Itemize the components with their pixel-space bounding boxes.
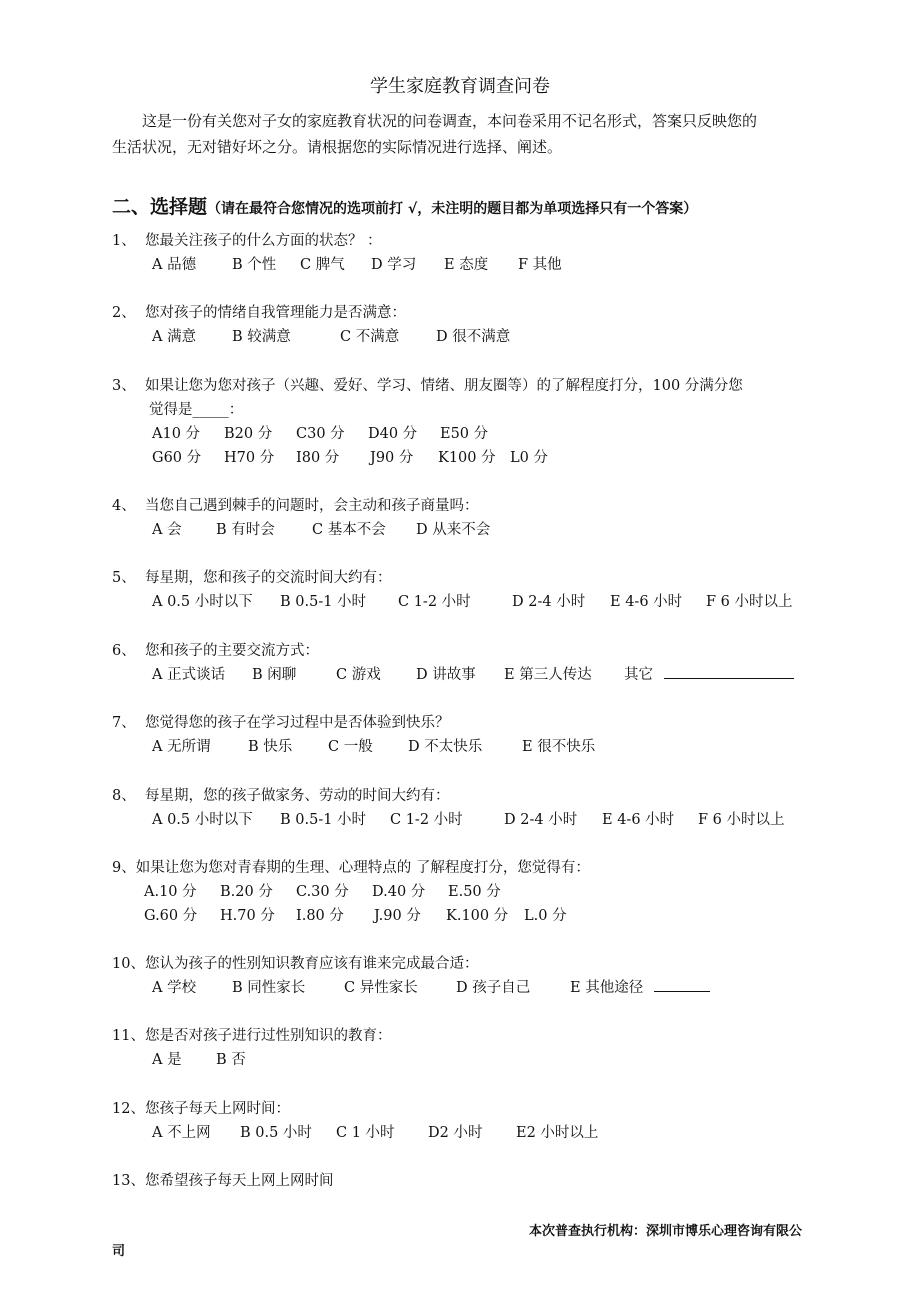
section-heading: [112, 192, 812, 219]
question-4: [112, 494, 812, 542]
option-row: [112, 1048, 812, 1072]
option[interactable]: A 不上网: [152, 1125, 211, 1141]
option[interactable]: F 其他: [518, 257, 562, 273]
option[interactable]: A 0.5 小时以下: [152, 812, 253, 828]
question-text: 每星期，您和孩子的交流时间大约有：: [145, 570, 392, 586]
question-13: [112, 1169, 812, 1193]
footer-organization: 本次普查执行机构：深圳市博乐心理咨询有限公: [528, 1224, 802, 1239]
option[interactable]: K.100 分: [446, 908, 509, 924]
answer-blank[interactable]: [664, 664, 794, 679]
option[interactable]: C 一般: [328, 739, 373, 755]
option[interactable]: E 4-6 小时: [602, 812, 675, 828]
option-row: [112, 422, 812, 446]
option-row: [112, 735, 812, 759]
option[interactable]: I.80 分: [296, 908, 344, 924]
option-row: [112, 1121, 812, 1145]
option[interactable]: B 0.5-1 小时: [280, 812, 367, 828]
question-9: [112, 856, 812, 928]
option[interactable]: B20 分: [224, 426, 273, 442]
option[interactable]: C 不满意: [340, 329, 400, 345]
option-row: [112, 325, 812, 349]
option[interactable]: D 很不满意: [436, 329, 511, 345]
option-row: [112, 904, 812, 928]
question-text-continued: 觉得是_____：: [149, 402, 244, 418]
option[interactable]: B 0.5-1 小时: [280, 594, 367, 610]
question-number: 10、: [112, 956, 145, 972]
option[interactable]: D2 小时: [428, 1125, 483, 1141]
option-row: [112, 976, 812, 1000]
answer-blank[interactable]: [654, 977, 710, 992]
section-title: 二、选择题: [112, 196, 208, 218]
footer-organization-wrap: 司: [112, 1244, 126, 1259]
option-row: [112, 808, 812, 832]
option-row: [112, 446, 812, 470]
option[interactable]: E.50 分: [448, 884, 501, 900]
option[interactable]: C 1-2 小时: [398, 594, 471, 610]
question-text: 您和孩子的主要交流方式：: [145, 643, 319, 659]
option[interactable]: [570, 976, 710, 1000]
option[interactable]: I80 分: [296, 450, 340, 466]
option[interactable]: A 无所谓: [152, 739, 211, 755]
question-11: [112, 1024, 812, 1072]
question-5: [112, 566, 812, 614]
question-number: 8、: [112, 788, 136, 804]
option[interactable]: B 否: [216, 1052, 246, 1068]
question-text: 如果让您为您对青春期的生理、心理特点的 了解程度打分，您觉得有：: [135, 860, 590, 876]
option[interactable]: F 6 小时以上: [698, 812, 785, 828]
option[interactable]: D 学习: [371, 257, 417, 273]
question-number: 11、: [112, 1028, 145, 1044]
option[interactable]: A 学校: [152, 980, 197, 996]
page-title: 学生家庭教育调查问卷: [370, 76, 550, 97]
option-label: E 其他途径: [570, 980, 644, 996]
question-text: 您最关注孩子的什么方面的状态？ ：: [145, 233, 382, 249]
question-7: [112, 711, 812, 759]
intro-line-2: 生活状况，无对错好坏之分。请根据您的实际情况进行选择、阐述。: [112, 138, 563, 156]
option-row: [112, 663, 812, 687]
option[interactable]: B 同性家长: [232, 980, 306, 996]
question-number: 6、: [112, 643, 136, 659]
option-row: [112, 880, 812, 904]
option[interactable]: A 满意: [152, 329, 197, 345]
option[interactable]: B 0.5 小时: [240, 1125, 312, 1141]
option[interactable]: C 1 小时: [336, 1125, 395, 1141]
question-number: 1、: [112, 233, 136, 249]
intro-line-1: 这是一份有关您对子女的家庭教育状况的问卷调查，本问卷采用不记名形式，答案只反映您的: [142, 112, 758, 130]
question-number: 3、: [112, 378, 136, 394]
option-row: [112, 253, 812, 277]
option[interactable]: H70 分: [224, 450, 275, 466]
question-number: 12、: [112, 1101, 145, 1117]
question-number: 7、: [112, 715, 136, 731]
option[interactable]: C 基本不会: [312, 522, 386, 538]
option[interactable]: E2 小时以上: [516, 1125, 599, 1141]
option[interactable]: A10 分: [152, 426, 201, 442]
option[interactable]: K100 分: [438, 450, 496, 466]
question-number: 13、: [112, 1173, 145, 1189]
question-text: 每星期，您的孩子做家务、劳动的时间大约有：: [145, 788, 450, 804]
option[interactable]: C 游戏: [336, 667, 381, 683]
question-text: 您希望孩子每天上网上网时间: [144, 1173, 334, 1189]
question-text: 您对孩子的情绪自我管理能力是否满意：: [145, 305, 406, 321]
option[interactable]: D 讲故事: [416, 667, 476, 683]
question-8: [112, 784, 812, 832]
question-number: 4、: [112, 498, 136, 514]
question-text: 您是否对孩子进行过性别知识的教育：: [144, 1028, 392, 1044]
question-6: [112, 639, 812, 687]
option[interactable]: E 第三人传达: [504, 667, 592, 683]
section-note: （请在最符合您情况的选项前打 √，未注明的题目都为单项选择只有一个答案）: [207, 201, 698, 217]
question-10: [112, 952, 812, 1000]
option-row: [112, 518, 812, 542]
option[interactable]: A 正式谈话: [152, 667, 226, 683]
option[interactable]: D 不太快乐: [408, 739, 483, 755]
option[interactable]: G.60 分: [144, 908, 198, 924]
option[interactable]: A 品德: [152, 257, 197, 273]
question-text: 当您自己遇到棘手的问题时，会主动和孩子商量吗：: [145, 498, 479, 514]
option[interactable]: B 较满意: [232, 329, 291, 345]
option-row: [112, 590, 812, 614]
option[interactable]: E 态度: [444, 257, 489, 273]
question-number: 5、: [112, 570, 136, 586]
option[interactable]: B 闲聊: [252, 667, 297, 683]
option[interactable]: J.90 分: [374, 908, 421, 924]
option[interactable]: D40 分: [368, 426, 418, 442]
option[interactable]: G60 分: [152, 450, 202, 466]
question-12: [112, 1097, 812, 1145]
option[interactable]: E50 分: [440, 426, 489, 442]
option[interactable]: L.0 分: [524, 908, 567, 924]
option[interactable]: C30 分: [296, 426, 345, 442]
question-text: 您孩子每天上网时间：: [144, 1101, 290, 1117]
option[interactable]: H.70 分: [220, 908, 275, 924]
option[interactable]: B.20 分: [220, 884, 273, 900]
option[interactable]: C.30 分: [296, 884, 349, 900]
option[interactable]: C 脾气: [300, 257, 345, 273]
question-2: [112, 301, 812, 349]
option[interactable]: D.40 分: [372, 884, 426, 900]
option[interactable]: D 孩子自己: [456, 980, 531, 996]
option[interactable]: D 2-4 小时: [512, 594, 586, 610]
question-number: 2、: [112, 305, 136, 321]
question-3: [112, 374, 812, 470]
option[interactable]: B 快乐: [248, 739, 293, 755]
question-text: 您认为孩子的性别知识教育应该有谁来完成最合适：: [144, 956, 479, 972]
option[interactable]: D 2-4 小时: [504, 812, 578, 828]
option-label: 其它: [624, 667, 653, 683]
option[interactable]: C 异性家长: [344, 980, 418, 996]
option[interactable]: L0 分: [510, 450, 548, 466]
question-text: 您觉得您的孩子在学习过程中是否体验到快乐？: [145, 715, 450, 731]
option[interactable]: D 从来不会: [416, 522, 491, 538]
option[interactable]: E 4-6 小时: [610, 594, 683, 610]
option[interactable]: A 会: [152, 522, 182, 538]
option[interactable]: A.10 分: [144, 884, 197, 900]
option[interactable]: J90 分: [370, 450, 414, 466]
option[interactable]: F 6 小时以上: [706, 594, 793, 610]
option[interactable]: E 很不快乐: [522, 739, 596, 755]
question-1: [112, 229, 812, 277]
option[interactable]: B 个性: [232, 257, 277, 273]
question-text: 如果让您为您对孩子（兴趣、爱好、学习、情绪、朋友圈等）的了解程度打分，100 分满分您: [145, 378, 743, 394]
option[interactable]: C 1-2 小时: [390, 812, 463, 828]
option[interactable]: A 0.5 小时以下: [152, 594, 253, 610]
question-number: 9、: [112, 860, 136, 876]
option[interactable]: B 有时会: [216, 522, 275, 538]
option[interactable]: A 是: [152, 1052, 182, 1068]
option[interactable]: [624, 663, 794, 687]
